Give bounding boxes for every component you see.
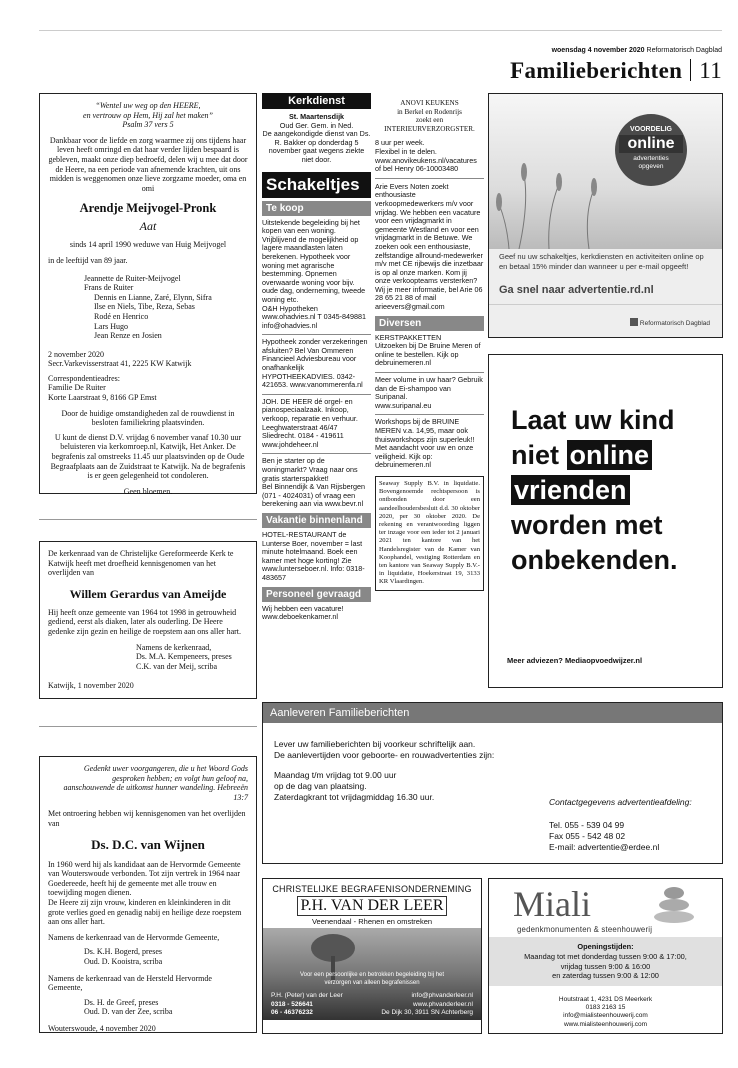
signature-line: Ds. H. de Greef, preses [84, 997, 159, 1007]
deceased-name: Arendje Meijvogel-Pronk [79, 201, 217, 216]
website[interactable]: www.mialisteenhouwerij.com [563, 1020, 648, 1028]
contact-fax: Fax 055 - 542 48 02 [549, 831, 626, 841]
intro-text: Dankbaar voor de liefde en zorg waarmee zij ons tijdens haar leven heeft omringd en dat haar verder lijden bespaard is gebleven, maakt onze diep bedroefd, delen wij u mee dat door de Heere, na een periode van afnemende krachten, uit ons midden is weggenomen onze lieve zorgzame moeder, oma en omi [48, 135, 248, 193]
hours-heading: Openingstijden: [577, 942, 634, 951]
company-type: CHRISTELIJKE BEGRAFENISONDERNEMING [272, 884, 472, 894]
classified-ad: HOTEL-RESTAURANT de Lunterse Boer, november = last minute hotelmaand. Boek een kamer met hoge korting! Zie www.lunterseboer.nl. Info: 0318-483657 [262, 529, 365, 582]
headline-line: onbekenden. [511, 545, 678, 575]
schakeltjes-column [262, 93, 371, 687]
promo-text: Geef nu uw schakeltjes, kerkdiensten en activiteiten online op en betaal 15% minder dan wanneer u per e-mail opgeeft! [499, 252, 704, 271]
divider [39, 726, 257, 727]
correspondence-address: Correspondentieadres: Familie De Ruiter Korte Laarstraat 9, 8166 GP Emst [48, 373, 157, 403]
quote-line: en vertrouw op Hem, Hij zal het maken” [83, 110, 213, 120]
obituary-meijvogel [39, 93, 257, 494]
quote-ref: Hebreeën 13:7 [217, 783, 248, 802]
nickname: Aat [139, 219, 157, 234]
contact-email[interactable]: E-mail: advertentie@erdee.nl [549, 842, 660, 852]
company-name: P.H. VAN DER LEER [297, 896, 447, 916]
funeral-note: U kunt de dienst D.V. vrijdag 6 november vanaf 10.30 uur beluisteren via kerkomroep.nl, Katwijk, Het Anker. De begrafenis zal omstreeks 11.45 uur plaatsvinden op de Oude Begraafplaats aan de Zuidstraat te Katwijk. Na de begrafenis is er geen gelegenheid tot condoleren. [50, 432, 246, 481]
tree-photo [263, 928, 481, 1020]
rd-logo-icon [630, 318, 638, 326]
classified-ad: KERSTPAKKETTEN Uitzoeken bij De Bruine Meren of online te bestellen. Kijk op debruinemeren.nl [375, 332, 481, 368]
signature-line: Ds. K.H. Bogerd, preses [84, 947, 162, 957]
intro-text: Met ontroering hebben wij kennisgenomen van het overlijden van [48, 809, 246, 828]
contact-phone: Tel. 055 - 539 04 99 [549, 820, 625, 830]
media-campaign-ad [488, 354, 723, 688]
aanleveren-box [262, 702, 723, 864]
intro-text: De kerkenraad van de Christelijke Gereformeerde Kerk te Katwijk heeft met droefheid kennisgenomen van het overlijden van [48, 549, 234, 578]
classified-ad: JOH. DE HEER dé orgel- en pianospeciaalzaak. Inkoop, verkoop, reparatie en verhuur. Leeghwaterstraat 46/47 Sliedrecht. 0184 - 419611 www.johdeheer.nl [262, 396, 358, 449]
miali-logo: Miali [513, 884, 591, 924]
quote-ref: Psalm 37 vers 5 [122, 120, 174, 130]
place-date: Katwijk, 1 november 2020 [48, 681, 134, 691]
aanleveren-body [274, 739, 544, 803]
email[interactable]: info@phvanderleer.nl [411, 992, 473, 999]
voordelig-badge [615, 114, 687, 186]
rd-brand [630, 318, 710, 327]
family-member: Jean Renze en Josien [94, 331, 162, 341]
family-member: Lars Hugo [94, 321, 128, 331]
classified-ad: Meer volume in uw haar? Gebruik dan de Ei-shampoo van Suripanal. www.suripanal.eu [375, 375, 483, 410]
body-text: In 1960 werd hij als kandidaat aan de Hervormde Gemeente van Wouterswoude verbonden. Tot zijn vertrek in 1964 naar Goedereede, heeft hij de gemeente met alle trouw en toewijding mogen dienen. De Heere zij zijn vrouw, kinderen en kleinkinderen in dit grote verlies goed en genadig nabij en heilige deze roepstem aan ons aller hart. [48, 859, 242, 927]
hours-line: en zaterdag tussen 9:00 & 12:00 [552, 971, 659, 981]
wheat-photo [489, 94, 722, 249]
tagline: Voor een persoonlijke en betrokken begeleiding bij het verzorgen van alleen begrafenissen [299, 972, 445, 986]
aanleveren-line: Zaterdagkrant tot vrijdagmiddag 16.30 uur. [274, 792, 435, 802]
page-title: Familieberichten [510, 58, 683, 83]
promo-link[interactable]: Ga snel naar advertentie.rd.nl [499, 284, 654, 296]
deceased-name: Willem Gerardus van Ameijde [69, 586, 227, 601]
phone: 0318 - 526641 [271, 1000, 313, 1008]
date-address: 2 november 2020 Secr.Varkevisserstraat 41, 2225 KW Katwijk [48, 349, 192, 369]
miali-ad [488, 878, 723, 1034]
classified-ad: Ben je starter op de woningmarkt? Vraag naar ons gratis starterspakket! Bel Binnendijk & Van Rijsbergen (071 - 4024031) of vraag een berekening aan via www.bevr.nl [262, 456, 365, 509]
contact-block [549, 797, 692, 853]
classified-ad: Uitstekende begeleiding bij het kopen van een woning. Vrijblijvend de mogelijkheid op lagere maandlasten laten berekenen. Hypotheek voor woning met agrarische bestemming. Opnemen overwaarde woning voor bijv. oude dag, onderneming, tweede woning etc. O&H Hypotheken www.ohadvies.nl T 0345-849881 info@ohadvies.nl [262, 217, 367, 330]
aanleveren-header: Aanleveren Familieberichten [263, 703, 722, 723]
miali-contact [489, 996, 722, 1029]
badge-line: advertenties opgeven [633, 155, 669, 170]
signature-intro: Namens de kerkenraad van de Hersteld Hervormde Gemeente, [48, 973, 212, 993]
family-member: Jeannette de Ruiter-Meijvogel [84, 273, 181, 283]
online-ads-promo [488, 93, 723, 338]
age-text: in de leeftijd van 89 jaar. [48, 255, 128, 265]
family-member: Dennis en Lianne, Zaré, Elynn, Sifra [94, 292, 212, 302]
notice-text: Seaway Supply B.V. in liquidatie. Bovengenoemde rechtspersoon is ontbonden door een aandeelhoudersbesluit d.d. 30 oktober 2020, per 30 oktober 2020. De rekening en verantwoording liggen ter inzage voor een ieder tot 2 januari 2021 ten kantore van het Handelsregister van de Kamer van Koophandel, vestiging Rotterdam en ten kantore van Seaway Supply B.V.-in liquidatie, Hoekerstraat 19, 3133 KR Vlaardingen. [379, 479, 480, 586]
classified-ad: Workshops bij de BRUINE MEREN v.a. 14,95, maar ook thuisworkshops zijn superleuk!! Met aandacht voor uw en onze veiligheid. Kijk op: debruinemeren.nl [375, 417, 475, 470]
classified-ad: ANOVI KEUKENS in Berkel en Rodenrijs zoekt een INTERIEURVERZORGSTER. [384, 99, 475, 133]
company-region: Veenendaal - Rhenen en omstreken [311, 917, 433, 926]
hours-line: vrijdag tussen 9:00 & 16:00 [560, 961, 651, 971]
badge-line: online [619, 135, 683, 153]
signature-intro: Namens de kerkenraad van de Hervormde Gemeente, [48, 932, 220, 942]
obituary-van-ameijde [39, 541, 257, 699]
family-member: Ilse en Niels, Tibe, Reza, Sebas [94, 302, 195, 312]
family-list [84, 274, 248, 341]
headline-line: online [567, 440, 653, 470]
service-note: Door de huidige omstandigheden zal de rouwdienst in besloten familiekring plaatsvinden. [61, 408, 235, 428]
aanleveren-line: De aanlevertijden voor geboorte- en rouwadvertenties zijn: [274, 750, 495, 760]
issue-date: woensdag 4 november 2020 [551, 47, 645, 54]
headline-line: worden met [511, 510, 663, 540]
section-te-koop: Te koop [262, 201, 371, 216]
campaign-link[interactable]: Meer adviezen? Mediaopvoedwijzer.nl [507, 656, 643, 665]
phone: 0183 2163 15 [585, 1004, 626, 1012]
signature-line: C.K. van der Meij, scriba [136, 661, 218, 671]
campaign-headline [511, 403, 678, 578]
quote-line: “Wentel uw weg op den HEERE, [95, 101, 201, 110]
signature-line: Namens de kerkenraad, [136, 642, 212, 652]
family-member: Frans de Ruiter [84, 283, 134, 293]
classified-ad: Hypotheek zonder verzekeringen afsluiten? Bel Van Ommeren Financieel Adviesbureau voor onafhankelijk HYPOTHEEKADVIES. 0342-421653. www.vanommerenfa.nl [262, 337, 368, 390]
stones-icon [649, 885, 699, 923]
section-diversen: Diversen [375, 316, 484, 331]
headline-line: Laat uw kind [511, 405, 675, 435]
top-rule [39, 30, 722, 31]
quote-text: Gedenkt uwer voorgangeren, die u het Woord Gods gesproken hebben; en volgt hun geloof na, aanschouwende de uitkomst hunner wandeling. [63, 764, 248, 793]
aanleveren-line: op de dag van plaatsing. [274, 781, 367, 791]
aanleveren-line: Maandag t/m vrijdag tot 9.00 uur [274, 770, 397, 780]
divider [39, 519, 257, 520]
phone: 06 - 46376232 [271, 1009, 313, 1016]
section-vakantie: Vakantie binnenland [262, 513, 371, 528]
rd-brand-text: Reformatorisch Dagblad [639, 320, 710, 327]
section-personeel: Personeel gevraagd [262, 587, 371, 602]
signature-line: Oud. D. van der Zee, scriba [84, 1007, 173, 1017]
address: De Dijk 30, 3911 SN Achterberg [381, 1009, 473, 1016]
schakeltjes-header: Schakeltjes [262, 172, 371, 198]
quote [48, 764, 248, 802]
headline-line: vrienden [511, 475, 630, 505]
contact-heading: Contactgegevens advertentieafdeling: [549, 797, 692, 807]
person-name: P.H. (Peter) van der Leer [271, 992, 343, 999]
opening-hours [489, 937, 722, 986]
page-number: 11 [699, 58, 722, 83]
badge-line: VOORDELIG [629, 126, 672, 133]
place-date: Wouterswoude, 4 november 2020 [48, 1023, 156, 1033]
contact-left [271, 992, 343, 1018]
contact-right [381, 992, 473, 1018]
church-name: St. Maartensdijk [288, 112, 345, 121]
aanleveren-line: Lever uw familieberichten bij voorkeur schriftelijk aan. [274, 739, 476, 749]
kerkdienst-text: Oud Ger. Gem. in Ned. De aangekondigde dienst van Ds. R. Bakker op donderdag 5 november gaat wegens ziekte niet door. [262, 120, 371, 164]
no-flowers-note: Geen bloemen. [123, 486, 173, 496]
kerkdienst-header: Kerkdienst [262, 93, 371, 109]
hours-line: Maandag tot met donderdag tussen 9:00 & 17:00, [524, 951, 687, 961]
website[interactable]: www.phvanderleer.nl [413, 1000, 473, 1008]
page-header [510, 58, 722, 84]
classified-ad: Arie Evers Noten zoekt enthousiaste verkoopmedewerkers m/v voor vrijdag. We hebben een vacature voor een vrijdagmarkt in gemeente Westland en voor een vrijdagmarkt in de Betuwe. We zoeken ook een enthousiaste, zelfstandige allround-medewerker m/v met CE rijbewijs die inzetbaar is op al onze marken. Kom jij onze verkoopteams versterken? Wij je meer informatie, bel Arie 06 28 65 21 88 of mail arieevers@gmail.com [375, 181, 484, 312]
email[interactable]: info@mialisteenhouwerij.com [563, 1012, 648, 1020]
body-text: Hij heeft onze gemeente van 1964 tot 1998 in getrouwheid gediend, eerst als diaken, later als ouderling. De Heere gedenke zijn gezin en heilige de roepstem aan ons aller hart. [48, 607, 242, 636]
obituary-van-wijnen [39, 756, 257, 1033]
classified-ad: 8 uur per week. Flexibel in te delen. www.anovikeukens.nl/vacatures of bel Henry 06-10003480 [375, 138, 477, 174]
signature-line: Ds. M.A. Kempeneers, preses [136, 652, 232, 662]
van-der-leer-ad [262, 878, 482, 1034]
signature-line: Oud. D. Kooistra, scriba [84, 956, 163, 966]
classifieds-column [375, 93, 484, 687]
family-member: Rodé en Henrico [94, 311, 149, 321]
classified-ad: Wij hebben een vacature! www.deboekenkamer.nl [262, 603, 344, 622]
address: Houtstraat 1, 4231 DS Meerkerk [558, 996, 653, 1003]
header-dateline [552, 47, 722, 54]
seaway-notice [375, 476, 484, 591]
deceased-name: Ds. D.C. van Wijnen [91, 836, 205, 852]
headline-line: niet [511, 440, 560, 470]
miali-subtitle: gedenkmonumenten & steenhouwerij [517, 925, 653, 934]
paper-name: Reformatorisch Dagblad [646, 47, 722, 54]
widow-text: sinds 14 april 1990 weduwe van Huig Meijvogel [69, 240, 227, 250]
